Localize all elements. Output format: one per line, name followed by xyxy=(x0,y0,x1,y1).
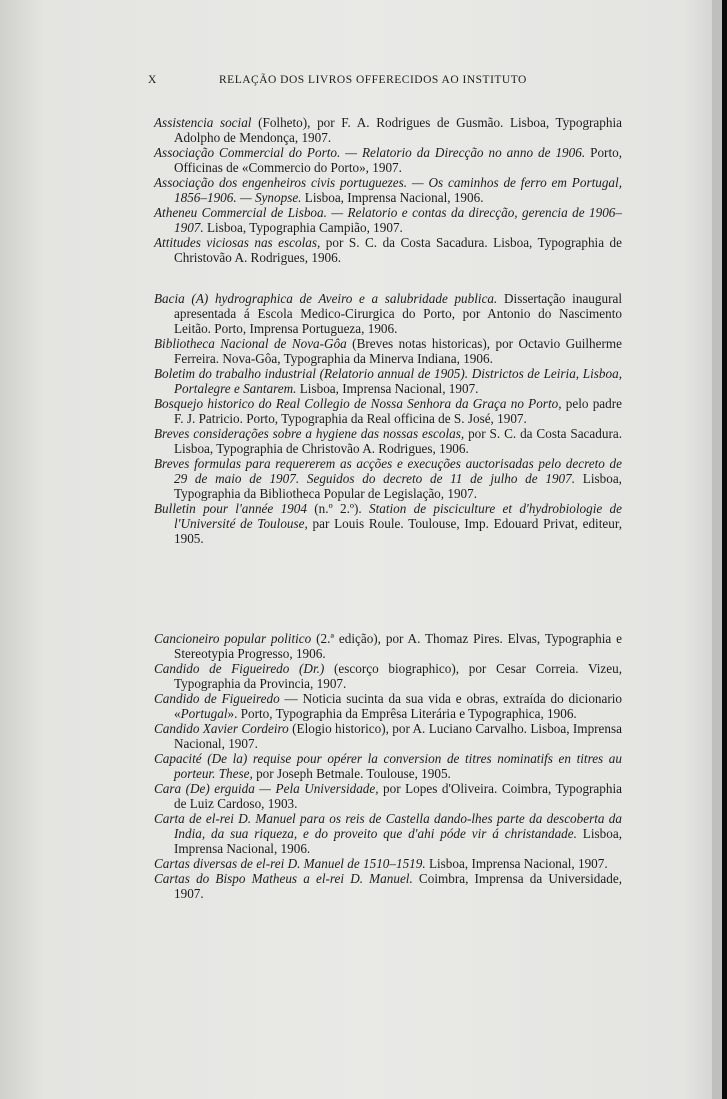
entry-title: Bosquejo historico do Real Collegio de Nossa Senhora da Graça no Porto, xyxy=(154,396,562,411)
page-edge xyxy=(722,0,727,1099)
bibliography-entry xyxy=(154,426,622,456)
bibliography-entry xyxy=(154,751,622,781)
entry-title: Candido Xavier Cordeiro xyxy=(154,721,289,736)
entry-title: Cartas do Bispo Matheus a el-rei D. Manuel. xyxy=(154,871,413,886)
entry-details: (Folheto), por F. A. Rodrigues de Gusmão. Lisboa, Typographia Adolpho de Mendonça, 1907. xyxy=(174,115,622,145)
bibliography-entry xyxy=(154,871,622,901)
entry-title: Cara (De) erguida — Pela Universidade, xyxy=(154,781,379,796)
bibliography-entry xyxy=(154,145,622,175)
bibliography-entry xyxy=(154,291,622,336)
running-title: RELAÇÃO DOS LIVROS OFFERECIDOS AO INSTITUTO xyxy=(219,74,527,86)
entry-details: Lisboa, Typographia Campião, 1907. xyxy=(203,220,403,235)
section-c xyxy=(154,631,622,901)
bibliography-entry xyxy=(154,721,622,751)
entry-title: Cartas diversas de el-rei D. Manuel de 1510–1519. xyxy=(154,856,426,871)
entry-title: Bibliotheca Nacional de Nova-Gôa xyxy=(154,336,347,351)
entry-title: Associação Commercial do Porto. — Relatorio da Direcção no anno de 1906. xyxy=(154,145,586,160)
bibliography-entry xyxy=(154,501,622,546)
entry-title: Breves formulas para requererem as acções e execuções auctorisadas pelo decreto de 29 de maio de 1907. Seguidos do decreto de 11 de julho de 1907. xyxy=(154,456,622,486)
entry-title: Capacité (De la) requise pour opérer la conversion de titres nominatifs en titres au porteur. These, xyxy=(154,751,622,781)
entry-details: Coimbra, Imprensa da Universidade, 1907. xyxy=(174,871,622,901)
entry-details: pelo padre F. J. Patricio. Porto, Typographia da Real officina de S. José, 1907. xyxy=(174,396,622,426)
entry-details: (Elogio historico), por A. Luciano Carvalho. Lisboa, Imprensa Nacional, 1907. xyxy=(174,721,622,751)
bibliography-entry xyxy=(154,631,622,661)
section-b xyxy=(154,291,622,546)
bibliography-entry xyxy=(154,856,622,871)
entry-details: Lisboa, Imprensa Nacional, 1906. xyxy=(301,190,484,205)
entry-title: Candido de Figueiredo xyxy=(154,691,280,706)
entry-title: Atheneu Commercial de Lisboa. — Relatorio e contas da direcção, gerencia de 1906–1907. xyxy=(154,205,622,235)
entry-title: Boletim do trabalho industrial (Relatorio annual de 1905). Districtos de Leiria, Lisboa, Portalegre e Santarem. xyxy=(154,366,622,396)
entry-details: Lisboa, Imprensa Nacional, 1906. xyxy=(174,826,622,856)
bibliography-entry xyxy=(154,366,622,396)
entry-details: (2.ª edição), por A. Thomaz Pires. Elvas, Typographia e Stereotypia Progresso, 1906. xyxy=(174,631,623,661)
bibliography-entry xyxy=(154,235,622,265)
entry-details: Lisboa, Typographia da Bibliotheca Popular de Legislação, 1907. xyxy=(174,471,622,501)
entry-details: por Joseph Betmale. Toulouse, 1905. xyxy=(252,766,451,781)
entry-title: Carta de el-rei D. Manuel para os reis de Castella dando-lhes parte da descoberta da India, da sua riqueza, e do proveito que d'ahi póde vir á christandade. xyxy=(154,811,622,841)
entry-details: (Breves notas historicas), por Octavio Guilherme Ferreira. Nova-Gôa, Typographia da Minerva Indiana, 1906. xyxy=(174,336,623,366)
entry-details: (escorço biographico), por Cesar Correia. Vizeu, Typographia da Provincia, 1907. xyxy=(174,661,622,691)
entry-title: Candido de Figueiredo (Dr.) xyxy=(154,661,325,676)
entry-title: Cancioneiro popular politico xyxy=(154,631,312,646)
bibliography-entry xyxy=(154,661,622,691)
entry-title: Portugal xyxy=(180,706,228,721)
bibliography-entry xyxy=(154,456,622,501)
bibliography-entry xyxy=(154,811,622,856)
bibliography-entry xyxy=(154,205,622,235)
bibliography-entry xyxy=(154,396,622,426)
entry-details: Porto, Officinas de «Commercio do Porto», 1907. xyxy=(174,145,623,175)
entry-details: Dissertação inaugural apresentada á Escola Medico-Cirurgica do Porto, por Antonio do Nascimento Leitão. Porto, Imprensa Portugueza, 1906. xyxy=(174,291,622,336)
entry-details: Lisboa, Imprensa Nacional, 1907. xyxy=(425,856,608,871)
entry-details: por S. C. da Costa Sacadura. Lisboa, Typographia de Christovão A. Rodrigues, 1906. xyxy=(174,235,622,265)
entry-details: par Louis Roule. Toulouse, Imp. Edouard Privat, editeur, 1905. xyxy=(174,516,622,546)
entry-title: Station de pisciculture et d'hydrobiologie de l'Université de Toulouse, xyxy=(174,501,623,531)
entry-details: Lisboa, Imprensa Nacional, 1907. xyxy=(296,381,479,396)
entry-details: — Noticia sucinta da sua vida e obras, extraída do dicionario « xyxy=(174,691,623,721)
entry-title: Associação dos engenheiros civis portuguezes. — Os caminhos de ferro em Portugal, 1856–1906. — Synopse. xyxy=(154,175,622,205)
entry-details: por S. C. da Costa Sacadura. Lisboa, Typographia de Christovão A. Rodrigues, 1906. xyxy=(174,426,622,456)
bibliography-entry xyxy=(154,115,622,145)
entry-title: Breves considerações sobre a hygiene das nossas escolas, xyxy=(154,426,465,441)
entry-details: ». Porto, Typographia da Emprêsa Literária e Typographica, 1906. xyxy=(227,706,577,721)
bibliography-entry xyxy=(154,781,622,811)
bibliography-entry xyxy=(154,691,622,721)
bibliography-entry xyxy=(154,336,622,366)
entry-title: Bacia (A) hydrographica de Aveiro e a salubridade publica. xyxy=(154,291,498,306)
entry-title: Attitudes viciosas nas escolas, xyxy=(154,235,321,250)
entry-details: por Lopes d'Oliveira. Coimbra, Typographia de Luiz Cardoso, 1903. xyxy=(174,781,622,811)
page-edge-shadow xyxy=(712,0,722,1099)
entry-title: Assistencia social xyxy=(154,115,252,130)
section-a xyxy=(154,115,622,265)
entry-title: Bulletin pour l'année 1904 xyxy=(154,501,307,516)
bibliography-entry xyxy=(154,175,622,205)
page-number: X xyxy=(148,74,157,86)
entry-details: (n.º 2.º). xyxy=(306,501,369,516)
